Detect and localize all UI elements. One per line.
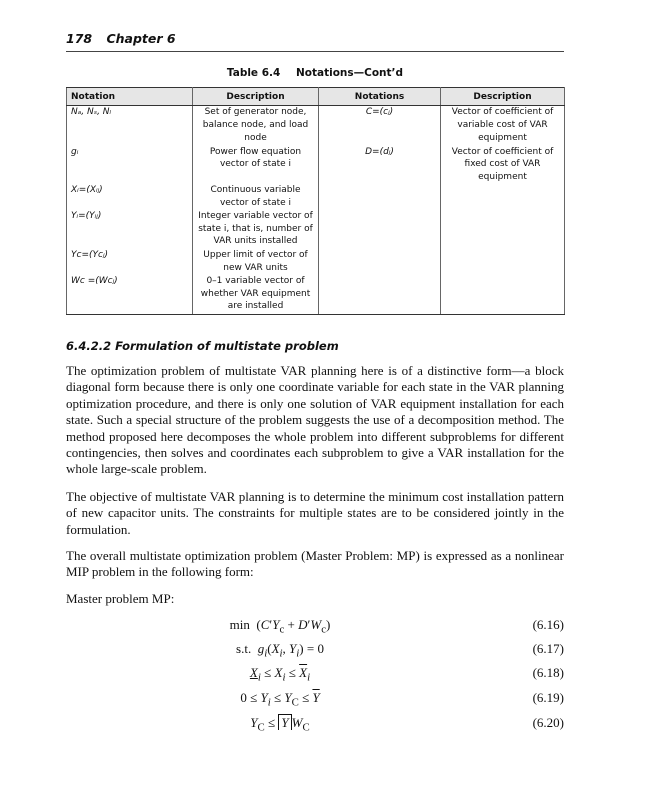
description2-cell — [441, 184, 565, 210]
chapter-title: Chapter 6 — [106, 31, 176, 46]
description-cell: Power flow equation vector of state i — [193, 146, 319, 184]
equation — [66, 715, 564, 733]
description2-cell — [441, 275, 565, 315]
table-row — [67, 146, 565, 184]
notation-cell: Xᵢ=(Xᵢⱼ) — [67, 184, 193, 210]
header-rule — [66, 51, 564, 52]
equation-body: s.t. $g_i(X_i$, $Y_i) = 0$ — [236, 641, 324, 660]
notation2-cell: D=(dⱼ) — [319, 146, 441, 184]
table-row — [67, 184, 565, 210]
description-cell: Upper limit of vector of new VAR units — [193, 249, 319, 275]
header-description: Description — [193, 88, 319, 106]
notations-table — [66, 87, 565, 315]
equation-body: $X_i \le X_i \le \overline{X}_i$ — [249, 665, 311, 684]
notation2-cell — [319, 275, 441, 315]
equation — [66, 690, 564, 708]
equation-number: (6.17) — [532, 641, 564, 656]
paragraph: The objective of multistate VAR planning is to determine the minimum cost installation pattern of new capacitor units. The constraints for multiple states are to be considered jointly in the formulation. — [66, 489, 564, 537]
page-number: 178 — [66, 31, 93, 46]
description2-cell: Vector of coefficient of fixed cost of VAR equipment — [441, 146, 565, 184]
table-caption — [66, 67, 564, 79]
description-cell: Integer variable vector of state i, that is, number of VAR units installed — [193, 210, 319, 249]
equation-body: $Y_C \le \overline{Y}$ $W_C$ — [250, 715, 310, 734]
description-cell: Continuous variable vector of state i — [193, 184, 319, 210]
notation-cell: gᵢ — [67, 146, 193, 184]
table-row — [67, 106, 565, 146]
table-header-row — [67, 88, 565, 106]
equation — [66, 617, 564, 635]
equation-number: (6.18) — [532, 665, 564, 680]
equation-number: (6.19) — [532, 690, 564, 705]
equation — [66, 641, 564, 659]
equation-number: (6.20) — [532, 715, 564, 730]
table-row — [67, 275, 565, 315]
notation2-cell — [319, 249, 441, 275]
paragraph: Master problem MP: — [66, 591, 175, 606]
notation-cell: Wᴄ =(Wᴄⱼ) — [67, 275, 193, 315]
header-notations: Notations — [319, 88, 441, 106]
header-description-2: Description — [441, 88, 565, 106]
description-cell: 0–1 variable vector of whether VAR equipment are installed — [193, 275, 319, 315]
notation2-cell — [319, 210, 441, 249]
notation2-cell: C=(cⱼ) — [319, 106, 441, 146]
description-cell: Set of generator node, balance node, and load node — [193, 106, 319, 146]
description2-cell — [441, 249, 565, 275]
equation-number: (6.16) — [532, 617, 564, 632]
notation-cell: Yᵢ=(Yᵢⱼ) — [67, 210, 193, 249]
paragraph: The overall multistate optimization problem (Master Problem: MP) is expressed as a nonlinear MIP problem in the following form: — [66, 548, 564, 580]
description2-cell: Vector of coefficient of variable cost of VAR equipment — [441, 106, 565, 146]
notation2-cell — [319, 184, 441, 210]
header-notation: Notation — [67, 88, 193, 106]
table-row — [67, 210, 565, 249]
notation-cell: Yᴄ=(Yᴄⱼ) — [67, 249, 193, 275]
paragraph: The optimization problem of multistate VAR planning here is of a distinctive form—a block diagonal form because there is only one coordinate variable for each state in the VAR planning optimization procedure, and there is only one solution of VAR equipment installation for each state. Such a special structure of the problem suggests the use of a decomposition method. The method proposed here decomposes the whole problem into different subproblems for different contingencies, then solves and coordinates each subproblem to give a VAR installation for the whole large-scale problem. — [66, 363, 564, 477]
running-head — [66, 31, 176, 46]
equation — [66, 665, 564, 683]
description2-cell — [441, 210, 565, 249]
table-row — [67, 249, 565, 275]
table-title: Notations—Cont’d — [295, 67, 404, 79]
notation-cell: Nₐ, Nₛ, Nₗ — [67, 106, 193, 146]
equation-body: $0 \le Y_i \le Y_C \le \overline{Y}$ — [240, 690, 320, 709]
section-heading: 6.4.2.2 Formulation of multistate problem — [66, 339, 339, 353]
table-label: Table 6.4 — [226, 67, 281, 79]
equation-body: $\min (C'Y_c + D'W_c)$ — [229, 617, 331, 636]
